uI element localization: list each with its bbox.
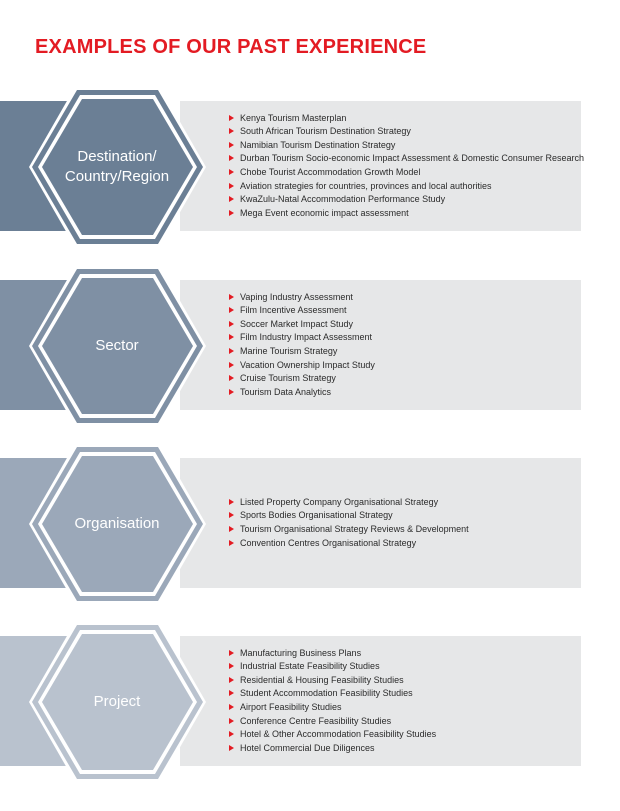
triangle-bullet-icon	[229, 115, 234, 121]
list-item-text: Airport Feasibility Studies	[240, 701, 342, 712]
triangle-bullet-icon	[229, 718, 234, 724]
triangle-bullet-icon	[229, 196, 234, 202]
list-item-text: Film Industry Impact Assessment	[240, 332, 373, 343]
list-item-text: Aviation strategies for countries, provinces and local authorities	[240, 180, 492, 191]
triangle-bullet-icon	[229, 540, 234, 546]
list-item	[228, 180, 584, 194]
list-item-text: Soccer Market Impact Study	[240, 318, 354, 329]
list-item	[228, 193, 584, 207]
experience-list	[228, 291, 375, 400]
list-item-text: Hotel & Other Accommodation Feasibility Studies	[240, 729, 437, 740]
list-item	[228, 674, 436, 688]
list-item-text: Tourism Data Analytics	[240, 386, 332, 397]
list-item	[228, 207, 584, 221]
list-item-text: Mega Event economic impact assessment	[240, 207, 409, 218]
triangle-bullet-icon	[229, 731, 234, 737]
hexagon-label	[42, 622, 192, 782]
triangle-bullet-icon	[229, 210, 234, 216]
list-item	[228, 152, 584, 166]
list-item	[228, 359, 375, 373]
list-item	[228, 647, 436, 661]
list-item-text: Student Accommodation Feasibility Studies	[240, 688, 413, 699]
triangle-bullet-icon	[229, 348, 234, 354]
section-title: Sector	[95, 337, 139, 354]
list-item	[228, 318, 375, 332]
list-item-text: Kenya Tourism Masterplan	[240, 112, 347, 123]
page-title: EXAMPLES OF OUR PAST EXPERIENCE	[35, 36, 427, 58]
triangle-bullet-icon	[229, 169, 234, 175]
list-item-text: Convention Centres Organisational Strategy	[240, 537, 417, 548]
triangle-bullet-icon	[229, 294, 234, 300]
experience-section	[0, 622, 620, 782]
list-item-text: Cruise Tourism Strategy	[240, 373, 336, 384]
hexagon-label	[42, 87, 192, 247]
list-item-text: Residential & Housing Feasibility Studies	[240, 674, 404, 685]
triangle-bullet-icon	[229, 334, 234, 340]
list-item-text: Tourism Organisational Strategy Reviews & Development	[240, 523, 469, 534]
experience-section	[0, 87, 620, 247]
triangle-bullet-icon	[229, 526, 234, 532]
list-item-text: Namibian Tourism Destination Strategy	[240, 139, 396, 150]
list-item	[228, 304, 375, 318]
list-item-text: Sports Bodies Organisational Strategy	[240, 510, 393, 521]
experience-section	[0, 266, 620, 426]
triangle-bullet-icon	[229, 128, 234, 134]
triangle-bullet-icon	[229, 307, 234, 313]
list-item-text: South African Tourism Destination Strategy	[240, 126, 411, 137]
list-item-text: Listed Property Company Organisational Strategy	[240, 496, 439, 507]
list-item	[228, 742, 436, 756]
triangle-bullet-icon	[229, 142, 234, 148]
list-item	[228, 537, 469, 551]
list-item-text: Durban Tourism Socio-economic Impact Assessment & Domestic Consumer Research	[240, 153, 584, 164]
list-item	[228, 509, 469, 523]
list-item	[228, 386, 375, 400]
experience-list	[228, 112, 584, 221]
section-title: Organisation	[74, 515, 160, 532]
hexagon-label	[42, 266, 192, 426]
list-item-text: Manufacturing Business Plans	[240, 647, 362, 658]
list-item	[228, 701, 436, 715]
list-item-text: Conference Centre Feasibility Studies	[240, 715, 392, 726]
triangle-bullet-icon	[229, 663, 234, 669]
experience-list	[228, 647, 436, 756]
list-item	[228, 166, 584, 180]
section-title: Project	[93, 693, 141, 710]
list-item	[228, 496, 469, 510]
list-item	[228, 139, 584, 153]
triangle-bullet-icon	[229, 375, 234, 381]
list-item-text: Film Incentive Assessment	[240, 305, 347, 316]
list-item	[228, 687, 436, 701]
triangle-bullet-icon	[229, 745, 234, 751]
section-title: Destination/ Country/Region	[64, 148, 170, 185]
list-item-text: Industrial Estate Feasibility Studies	[240, 661, 380, 672]
list-item	[228, 291, 375, 305]
triangle-bullet-icon	[229, 362, 234, 368]
triangle-bullet-icon	[229, 321, 234, 327]
triangle-bullet-icon	[229, 704, 234, 710]
experience-list	[228, 496, 469, 550]
list-item-text: KwaZulu-Natal Accommodation Performance Study	[240, 194, 446, 205]
list-item	[228, 345, 375, 359]
list-item	[228, 372, 375, 386]
list-item-text: Chobe Tourist Accommodation Growth Model	[240, 166, 421, 177]
triangle-bullet-icon	[229, 389, 234, 395]
list-item-text: Hotel Commercial Due Diligences	[240, 742, 375, 753]
list-item-text: Marine Tourism Strategy	[240, 345, 338, 356]
triangle-bullet-icon	[229, 512, 234, 518]
triangle-bullet-icon	[229, 677, 234, 683]
list-item	[228, 523, 469, 537]
list-item-text: Vacation Ownership Impact Study	[240, 359, 375, 370]
list-item-text: Vaping Industry Assessment	[240, 291, 353, 302]
triangle-bullet-icon	[229, 650, 234, 656]
list-item	[228, 660, 436, 674]
list-item	[228, 728, 436, 742]
list-item	[228, 112, 584, 126]
list-item	[228, 715, 436, 729]
list-item	[228, 125, 584, 139]
experience-section	[0, 444, 620, 604]
triangle-bullet-icon	[229, 690, 234, 696]
list-item	[228, 331, 375, 345]
triangle-bullet-icon	[229, 155, 234, 161]
hexagon-label	[42, 444, 192, 604]
triangle-bullet-icon	[229, 183, 234, 189]
triangle-bullet-icon	[229, 499, 234, 505]
